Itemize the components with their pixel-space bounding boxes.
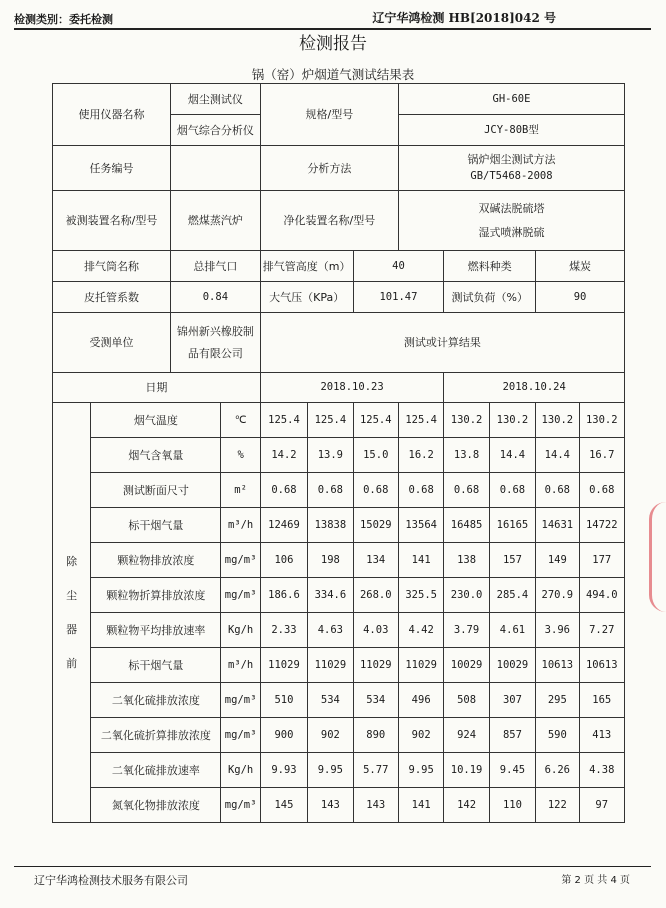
row-value: 10029 (489, 648, 535, 683)
row-value: 157 (489, 543, 535, 578)
row-value: 149 (536, 543, 579, 578)
row-value: 0.68 (579, 473, 624, 508)
row-value: 11029 (260, 648, 307, 683)
row-value: 14.4 (536, 438, 579, 473)
table-row (53, 578, 625, 613)
footer-company: 辽宁华鸿检测技术服务有限公司 (34, 874, 188, 887)
pressure-value: 101.47 (353, 282, 444, 313)
row-value: 110 (489, 788, 535, 823)
table-title: 锅（窑）炉烟道气测试结果表 (251, 67, 415, 82)
row-value: 4.38 (579, 753, 624, 788)
row-value: 496 (398, 683, 443, 718)
row-value: 130.2 (536, 403, 579, 438)
table-row (53, 718, 625, 753)
row-name: 烟气温度 (91, 403, 221, 438)
row-name: 氮氧化物排放浓度 (91, 788, 221, 823)
instrument-2: 烟气综合分析仪 (171, 115, 261, 146)
row-value: 4.42 (398, 613, 443, 648)
row-value: 857 (489, 718, 535, 753)
row-name: 颗粒物平均排放速率 (91, 613, 221, 648)
row-value: 14631 (536, 508, 579, 543)
row-unit: % (221, 438, 260, 473)
device-label: 被测装置名称/型号 (53, 191, 171, 251)
row-value: 97 (579, 788, 624, 823)
table-row (53, 648, 625, 683)
row-value: 6.26 (536, 753, 579, 788)
page-title: 检测报告 (299, 34, 367, 54)
report-category: 检测类别：委托检测 (14, 13, 113, 26)
row-value: 125.4 (398, 403, 443, 438)
row-name: 标干烟气量 (91, 648, 221, 683)
row-value: 143 (353, 788, 398, 823)
row-value: 7.27 (579, 613, 624, 648)
row-value: 165 (579, 683, 624, 718)
pitot-label: 皮托管系数 (53, 282, 171, 313)
table-row (53, 753, 625, 788)
row-value: 890 (353, 718, 398, 753)
row-value: 3.96 (536, 613, 579, 648)
row-value: 11029 (308, 648, 353, 683)
row-value: 4.61 (489, 613, 535, 648)
table-row (53, 403, 625, 438)
row-name: 测试断面尺寸 (91, 473, 221, 508)
row-value: 494.0 (579, 578, 624, 613)
row-value: 106 (260, 543, 307, 578)
client-line-2: 品有限公司 (187, 346, 243, 360)
row-value: 0.68 (308, 473, 353, 508)
row-value: 11029 (398, 648, 443, 683)
method-label: 分析方法 (260, 146, 398, 191)
row-value: 902 (308, 718, 353, 753)
load-label: 测试负荷（%） (444, 282, 536, 313)
row-value: 186.6 (260, 578, 307, 613)
row-value: 10613 (536, 648, 579, 683)
row-value: 0.68 (260, 473, 307, 508)
task-value (171, 146, 261, 191)
row-name: 烟气含氧量 (91, 438, 221, 473)
section-label-char: 前 (66, 656, 78, 670)
row-value: 0.68 (353, 473, 398, 508)
row-value: 2.33 (260, 613, 307, 648)
row-unit: ℃ (221, 403, 260, 438)
purify-value (398, 191, 624, 251)
date-1: 2018.10.23 (260, 373, 444, 403)
row-value: 16165 (489, 508, 535, 543)
purify-label: 净化装置名称/型号 (260, 191, 398, 251)
row-unit: Kg/h (221, 753, 260, 788)
row-name: 二氧化硫排放速率 (91, 753, 221, 788)
report-number: 辽宁华鸿检测 HB[2018]042 号 (372, 11, 556, 25)
row-value: 134 (353, 543, 398, 578)
row-value: 230.0 (444, 578, 489, 613)
row-value: 198 (308, 543, 353, 578)
client-value (171, 313, 261, 373)
row-value: 130.2 (579, 403, 624, 438)
row-unit: Kg/h (221, 613, 260, 648)
row-value: 130.2 (444, 403, 489, 438)
row-value: 4.63 (308, 613, 353, 648)
table-row (53, 788, 625, 823)
results-table (52, 83, 625, 823)
model-2: JCY-80B型 (398, 115, 624, 146)
footer-divider (14, 866, 651, 867)
row-value: 10.19 (444, 753, 489, 788)
row-unit: mg/m³ (221, 578, 260, 613)
row-value: 16485 (444, 508, 489, 543)
page-number: 第 2 页 共 4 页 (561, 875, 630, 886)
row-value: 125.4 (308, 403, 353, 438)
model-1: GH-60E (398, 84, 624, 115)
row-value: 325.5 (398, 578, 443, 613)
table-row (53, 508, 625, 543)
row-value: 270.9 (536, 578, 579, 613)
row-unit: mg/m³ (221, 543, 260, 578)
purify-line-2: 湿式喷淋脱硫 (478, 225, 545, 239)
red-stamp-mark (649, 502, 666, 612)
date-label: 日期 (53, 373, 261, 403)
row-value: 5.77 (353, 753, 398, 788)
row-value: 10613 (579, 648, 624, 683)
task-label: 任务编号 (53, 146, 171, 191)
row-value: 122 (536, 788, 579, 823)
row-value: 0.68 (398, 473, 443, 508)
row-value: 130.2 (489, 403, 535, 438)
row-value: 0.68 (536, 473, 579, 508)
row-value: 14.4 (489, 438, 535, 473)
row-value: 141 (398, 543, 443, 578)
model-label: 规格/型号 (260, 84, 398, 146)
results-label: 测试或计算结果 (260, 313, 624, 373)
row-value: 14722 (579, 508, 624, 543)
row-unit: mg/m³ (221, 788, 260, 823)
height-label: 排气管高度（m） (260, 251, 353, 282)
stack-value: 总排气口 (171, 251, 261, 282)
section-label-char: 尘 (66, 588, 78, 602)
pitot-value: 0.84 (171, 282, 261, 313)
stack-label: 排气筒名称 (53, 251, 171, 282)
table-row (53, 613, 625, 648)
row-value: 268.0 (353, 578, 398, 613)
row-unit: m³/h (221, 508, 260, 543)
row-value: 141 (398, 788, 443, 823)
row-name: 二氧化硫折算排放浓度 (91, 718, 221, 753)
row-value: 334.6 (308, 578, 353, 613)
instrument-1: 烟尘测试仪 (171, 84, 261, 115)
row-unit: mg/m³ (221, 683, 260, 718)
row-value: 534 (353, 683, 398, 718)
row-unit: m² (221, 473, 260, 508)
row-value: 0.68 (489, 473, 535, 508)
row-value: 145 (260, 788, 307, 823)
row-value: 15029 (353, 508, 398, 543)
row-value: 3.79 (444, 613, 489, 648)
row-value: 900 (260, 718, 307, 753)
row-value: 14.2 (260, 438, 307, 473)
row-value: 177 (579, 543, 624, 578)
fuel-label: 燃料种类 (444, 251, 536, 282)
table-row (53, 543, 625, 578)
row-name: 二氧化硫排放浓度 (91, 683, 221, 718)
row-value: 9.95 (398, 753, 443, 788)
purify-line-1: 双碱法脱硫塔 (478, 201, 545, 215)
row-value: 295 (536, 683, 579, 718)
row-value: 13.9 (308, 438, 353, 473)
device-value: 燃煤蒸汽炉 (171, 191, 261, 251)
row-value: 10029 (444, 648, 489, 683)
pressure-label: 大气压（KPa） (260, 282, 353, 313)
method-line-1: 锅炉烟尘测试方法 (467, 153, 556, 166)
row-value: 16.7 (579, 438, 624, 473)
row-value: 11029 (353, 648, 398, 683)
row-unit: mg/m³ (221, 718, 260, 753)
row-value: 9.45 (489, 753, 535, 788)
row-value: 510 (260, 683, 307, 718)
row-value: 508 (444, 683, 489, 718)
row-value: 143 (308, 788, 353, 823)
row-value: 534 (308, 683, 353, 718)
method-value (398, 146, 624, 191)
table-row (53, 683, 625, 718)
row-value: 125.4 (260, 403, 307, 438)
row-value: 13.8 (444, 438, 489, 473)
row-value: 9.93 (260, 753, 307, 788)
client-label: 受测单位 (53, 313, 171, 373)
row-value: 13564 (398, 508, 443, 543)
row-value: 924 (444, 718, 489, 753)
instrument-label: 使用仪器名称 (53, 84, 171, 146)
row-value: 9.95 (308, 753, 353, 788)
table-row (53, 473, 625, 508)
table-row (53, 438, 625, 473)
row-value: 138 (444, 543, 489, 578)
section-label-char: 除 (66, 554, 78, 568)
height-value: 40 (353, 251, 444, 282)
row-value: 15.0 (353, 438, 398, 473)
load-value: 90 (536, 282, 625, 313)
section-label (53, 403, 91, 823)
row-value: 125.4 (353, 403, 398, 438)
row-value: 413 (579, 718, 624, 753)
row-name: 标干烟气量 (91, 508, 221, 543)
row-value: 590 (536, 718, 579, 753)
row-unit: m³/h (221, 648, 260, 683)
date-2: 2018.10.24 (444, 373, 625, 403)
row-value: 13838 (308, 508, 353, 543)
fuel-value: 煤炭 (536, 251, 625, 282)
row-value: 0.68 (444, 473, 489, 508)
method-line-2: GB/T5468-2008 (470, 170, 553, 182)
row-name: 颗粒物排放浓度 (91, 543, 221, 578)
row-name: 颗粒物折算排放浓度 (91, 578, 221, 613)
row-value: 902 (398, 718, 443, 753)
row-value: 4.03 (353, 613, 398, 648)
row-value: 285.4 (489, 578, 535, 613)
row-value: 307 (489, 683, 535, 718)
row-value: 16.2 (398, 438, 443, 473)
section-label-char: 器 (66, 622, 78, 636)
row-value: 12469 (260, 508, 307, 543)
client-line-1: 锦州新兴橡胶制 (176, 324, 254, 338)
row-value: 142 (444, 788, 489, 823)
